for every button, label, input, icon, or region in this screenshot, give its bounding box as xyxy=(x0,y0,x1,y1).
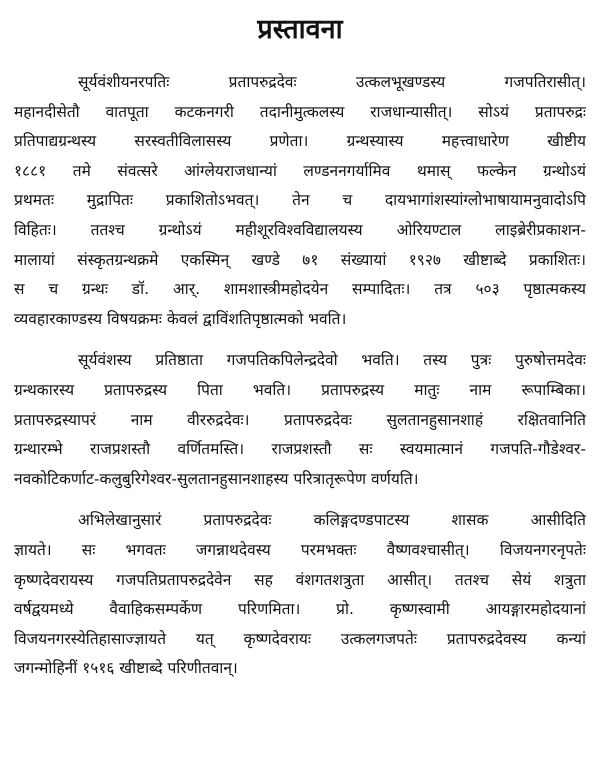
text-line: प्रथमतः मुद्रापितः प्रकाशितोऽभवत्। तेन च दायभागांशस्यांग्लोभाषायामनुवादोऽपि xyxy=(14,191,586,210)
text-line: नवकोटिकर्णाट-कलुबुरिगेश्वर-सुलतानहुसानशाहस्य परित्रातृरूपेण वर्णयति। xyxy=(14,469,419,488)
text-line: महानदीसेतौ वातपूता कटकनगरी तदानीमुत्कलस्य राजधान्यासीत्। सोऽयं प्रतापरुद्रः xyxy=(14,102,586,121)
text-line: विजयनगरस्येतिहासाज्ज्ञायते यत् कृष्णदेवरायः उत्कलगजपतेः प्रतापरुद्रदेवस्य कन्यां xyxy=(14,629,586,648)
text-line: प्रतिपाद्यग्रन्थस्य सरस्वतीविलासस्य प्रणेता। ग्रन्थस्यास्य महत्त्वाधारेण खीष्टीय xyxy=(14,132,586,151)
text-line: स च ग्रन्थः डॉ. आर्. शामशास्त्रीमहोदयेन सम्पादितः। तत्र ५०३ पृष्ठात्मकस्य xyxy=(14,280,586,299)
text-line: जगन्मोहिनीं १५१६ खीष्टाब्दे परिणीतवान्। xyxy=(14,659,238,678)
text-line: सूर्यवंशस्य प्रतिष्ठाता गजपतिकपिलेन्द्रदेवो भवति। तस्य पुत्रः पुरुषोत्तमदेवः xyxy=(78,351,586,370)
paragraph-2 xyxy=(14,346,586,494)
text-line: व्यवहारकाण्डस्य विषयक्रमः केवलं द्वाविंशतिपृष्ठात्मको भवति। xyxy=(14,309,347,328)
text-line: ज्ञायते। सः भगवतः जगन्नाथदेवस्य परमभक्तः वैष्णवश्चासीत्। विजयनगरनृपतेः xyxy=(14,540,586,559)
text-line: विहितः। ततश्च ग्रन्थोऽयं महीशूरविश्वविद्यालयस्य ओरियण्टाल लाइब्रेरीप्रकाशन- xyxy=(14,220,586,239)
text-line: सूर्यवंशीयनरपतिः प्रतापरुद्रदेवः उत्कलभूखण्डस्य गजपतिरासीत्। xyxy=(78,73,586,91)
text-line: कृष्णदेवरायस्य गजपतिप्रतापरुद्रदेवेन सह वंशगतशत्रुता आसीत्। ततश्च सेयं शत्रुता xyxy=(14,570,586,589)
paragraph-1 xyxy=(14,68,586,334)
text-line: अभिलेखानुसारं प्रतापरुद्रदेवः कलिङ्गदण्डपाटस्य शासक आसीदिति xyxy=(78,511,586,530)
text-line: ग्रन्थारम्भे राजप्रशस्तौ वर्णितमस्ति। राजप्रशस्तौ सः स्वयमात्मानं गजपति-गौडेश्वर- xyxy=(14,440,586,459)
paragraph-3 xyxy=(14,506,586,684)
text-line: १८८१ तमे संवत्सरे आंग्लेयराजधान्यां लण्डननगर्यामिव थमास् फल्केन ग्रन्थोऽयं xyxy=(14,161,586,180)
text-line: मालायां संस्कृतग्रन्थक्रमे एकस्मिन् खण्डे ७१ संख्यायां १९२७ खीष्टाब्दे प्रकाशितः। xyxy=(14,250,586,269)
text-line: ग्रन्थकारस्य प्रतापरुद्रस्य पिता भवति। प्रतापरुद्रस्य मातुः नाम रूपाम्बिका। xyxy=(14,380,586,399)
text-line: प्रतापरुद्रस्यापरं नाम वीररुद्रदेवः। प्रतापरुद्रदेवः सुलतानहुसानशाहं रक्षितवानिति xyxy=(14,410,586,429)
text-line: वर्षद्वयमध्ये वैवाहिकसम्पर्केण परिणमिता। प्रो. कृष्णस्वामी आयङ्गारमहोदयानां xyxy=(14,600,586,619)
page-title: प्रस्तावना xyxy=(257,14,343,45)
